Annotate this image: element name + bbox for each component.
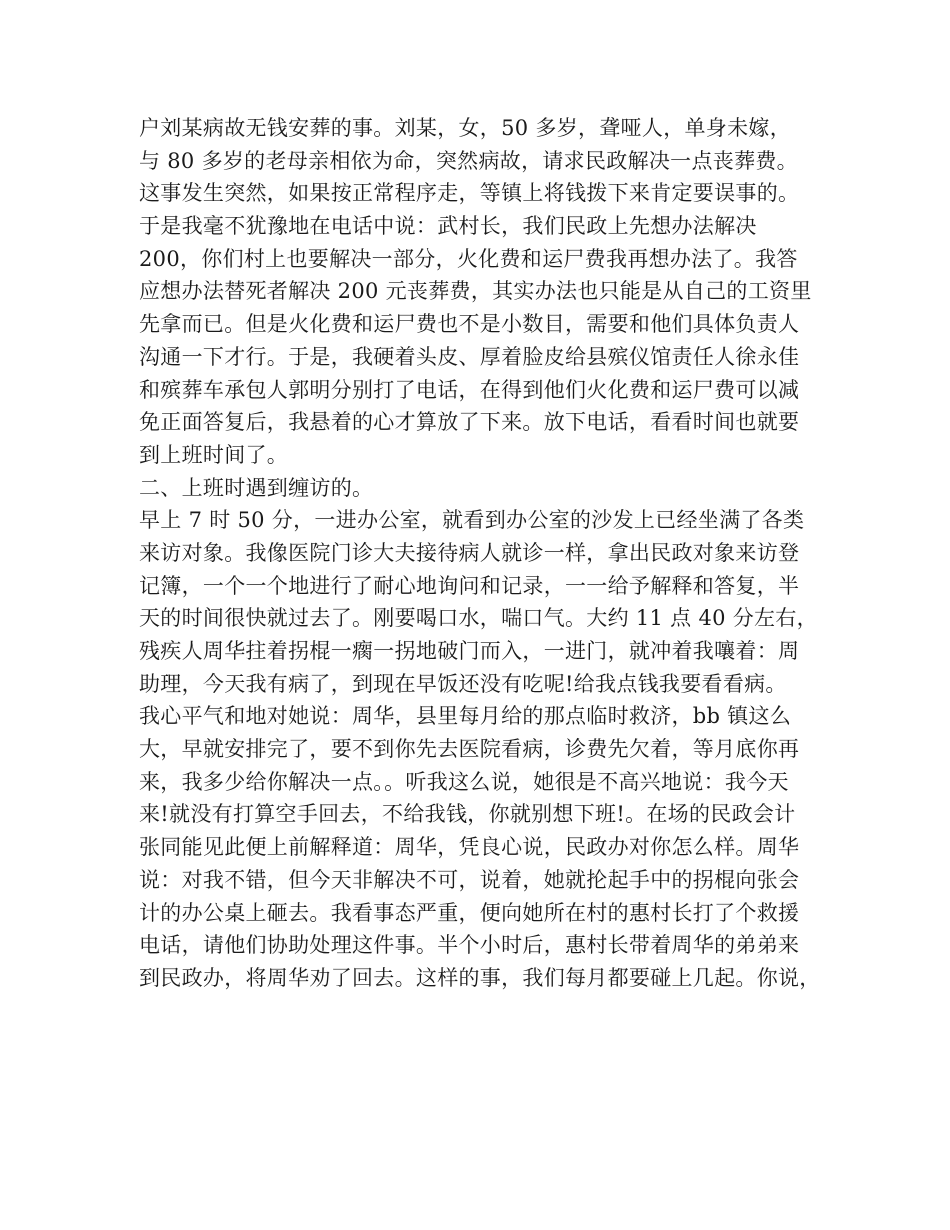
text-line: 免正面答复后，我悬着的心才算放了下来。放下电话，看看时间也就要: [139, 410, 800, 435]
text-line: 和殡葬车承包人郭明分别打了电话，在得到他们火化费和运尸费可以减: [139, 377, 800, 402]
text-line: 户刘某病故无钱安葬的事。刘某，女，50 多岁，聋哑人，单身未嫁，: [139, 116, 791, 140]
text-line: 沟通一下才行。于是，我硬着头皮、厚着脸皮给县殡仪馆责任人徐永佳: [139, 344, 800, 369]
document-body: [139, 112, 829, 995]
text-line: 来!就没有打算空手回去，不给我钱，你就别想下班!。在场的民政会计: [139, 802, 796, 827]
text-line: 电话，请他们协助处理这件事。半个小时后，惠村长带着周华的弟弟来: [139, 933, 800, 958]
text-line: 早上 7 时 50 分，一进办公室，就看到办公室的沙发上已经坐满了各类: [139, 508, 805, 533]
text-line: 于是我毫不犹豫地在电话中说：武村长，我们民政上先想办法解决: [139, 214, 757, 239]
text-line: 大，早就安排完了，要不到你先去医院看病，诊费先欠着，等月底你再: [139, 737, 800, 762]
text-line: 助理，今天我有病了，到现在早饭还没有吃呢!给我点钱我要看看病。: [139, 671, 787, 696]
text-line: 先拿而已。但是火化费和运尸费也不是小数目，需要和他们具体负责人: [139, 312, 800, 337]
section-heading: 二、上班时遇到缠访的。: [139, 475, 374, 500]
text-line: 与 80 多岁的老母亲相依为命，突然病故，请求民政解决一点丧葬费。: [139, 148, 798, 173]
text-line: 这事发生突然，如果按正常程序走，等镇上将钱拨下来肯定要误事的。: [139, 181, 800, 206]
text-line: 张同能见此便上前解释道：周华，凭良心说，民政办对你怎么样。周华: [139, 835, 800, 860]
text-line: 说：对我不错，但今天非解决不可，说着，她就抡起手中的拐棍向张会: [139, 867, 800, 892]
text-line: 来，我多少给你解决一点。。听我这么说，她很是不高兴地说：我今天: [139, 769, 789, 794]
text-line: 应想办法替死者解决 200 元丧葬费，其实办法也只能是从自己的工资里: [139, 279, 812, 304]
text-line: 天的时间很快就过去了。刚要喝口水，喘口气。大约 11 点 40 分左右，: [139, 606, 818, 631]
text-line: 计的办公桌上砸去。我看事态严重，便向她所在村的惠村长打了个救援: [139, 900, 800, 925]
text-line: 到民政办，将周华劝了回去。这样的事，我们每月都要碰上几起。你说，: [139, 965, 821, 990]
text-line: 记簿，一个一个地进行了耐心地询问和记录，一一给予解释和答复，半: [139, 573, 800, 598]
text-line: 到上班时间了。: [139, 442, 289, 467]
text-line: 200，你们村上也要解决一部分，火化费和运尸费我再想办法了。我答: [139, 246, 798, 271]
text-line: 残疾人周华拄着拐棍一瘸一拐地破门而入，一进门，就冲着我嚷着：周: [139, 639, 800, 663]
text-line: 来访对象。我像医院门诊大夫接待病人就诊一样，拿出民政对象来访登: [139, 540, 800, 565]
text-line: 我心平气和地对她说：周华，县里每月给的那点临时救济，bb 镇这么: [139, 704, 792, 729]
